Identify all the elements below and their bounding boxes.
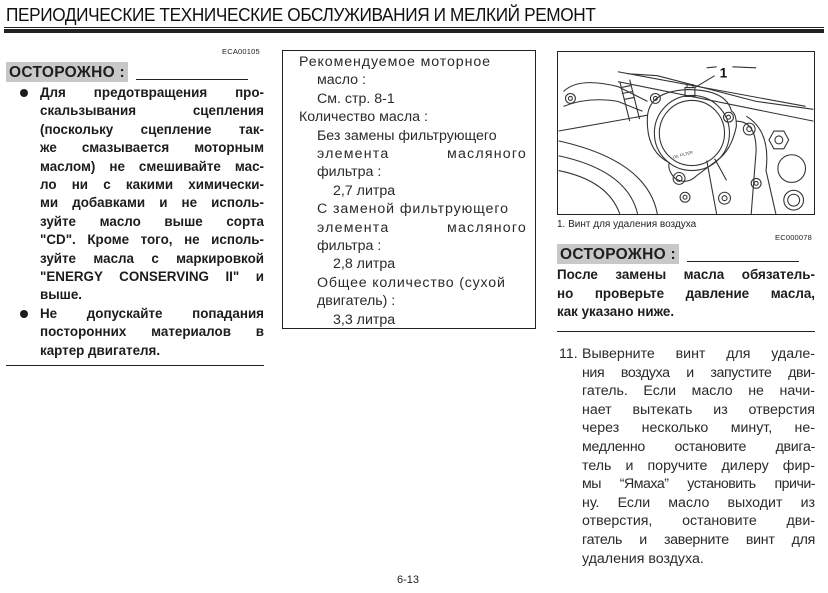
step-line: тель и поручите дилеру фир- [582,457,815,474]
oil-spec-box [282,50,536,329]
header-rule-thin [4,27,824,28]
bullet-line: (поскольку сцепление так- [40,121,264,137]
spec-label: фильтра : [317,238,382,255]
engine-illustration [557,51,815,215]
step-line: отверстия, остановите дви- [582,513,815,530]
caution-header-left [6,62,248,82]
bullet-line: ми добавками и не исполь- [40,195,264,211]
caution-line: как указано ниже. [557,304,675,320]
bullet-line: Для предотвращения про- [40,85,264,100]
figure-caption: 1. Винт для удаления воздуха [557,219,697,230]
step-number: 11. [559,346,578,362]
bullet-item [12,305,264,360]
caution-header-right [557,244,799,264]
bullet-line: Не допускайте попадания [40,305,264,321]
caution-underline [136,79,248,80]
caution-bullet-list [12,84,264,360]
spec-label: Рекомендуемое моторное [299,54,491,70]
spec-label: Общее количество (сухой [317,274,506,291]
step-line: ния воздуха и запустите дви- [582,364,815,381]
caution-badge: ОСТОРОЖНО : [557,244,679,264]
svg-text:OIL FILTER: OIL FILTER [672,149,694,160]
spec-label [299,145,529,163]
step-line: нает вытекать из отверстия [582,401,815,418]
spec-word: масляного [447,219,527,236]
caution-text [557,266,815,322]
step-line: удаления воздуха. [582,550,704,567]
bullet-icon [20,310,28,318]
section-code: EC000078 [775,233,813,242]
step-line: Выверните винт для удале- [582,346,815,362]
caution-end-rule [557,331,815,332]
bullet-item [12,84,264,305]
caution-end-rule [6,365,264,366]
page-title: ПЕРИОДИЧЕСКИЕ ТЕХНИЧЕСКИЕ ОБСЛУЖИВАНИЯ И МЕЛКИЙ РЕМОНТ [6,4,596,25]
spec-label: Количество масла : [299,109,428,126]
caution-line: После замены масла обязатель- [557,267,815,282]
spec-word: элемента [317,146,390,163]
step-line: ну. Если масло выходит из [582,494,815,511]
spec-value: 3,3 литра [333,311,396,328]
spec-value: См. стр. 8-1 [317,90,395,107]
spec-label: двигатель) : [317,293,396,310]
bullet-line: посторонних материалов в [40,324,264,340]
page-number: 6-13 [397,574,420,586]
caution-underline [687,261,799,262]
spec-label [299,219,529,237]
spec-value: 2,8 литра [333,256,396,273]
callout-number: 1 [719,64,728,81]
step-line: медленно остановите двига- [582,438,815,455]
bullet-line: маслом) не смешивайте мас- [40,158,264,174]
bullet-line: "CD". Кроме того, не исполь- [40,232,264,248]
spec-value: 2,7 литра [333,182,396,199]
spec-label: С заменой фильтрующего [317,201,509,218]
bullet-line: зуйте масло выше сорта [40,213,264,229]
step-line: мы “Ямаха” установить причи- [582,476,815,493]
bullet-line: картер двигателя. [40,342,161,358]
bullet-line: выше. [40,287,82,303]
bullet-icon [20,89,28,97]
caution-line: но проверьте давление масла, [557,285,815,301]
spec-label: Без замены фильтрующего [317,127,497,144]
section-code: ECA00105 [222,47,260,56]
step-line: через несколько минут, не- [582,420,815,437]
oil-filter-cover-drawing [558,52,814,214]
spec-label: фильтра : [317,164,382,181]
step-text [557,345,815,568]
spec-label: масло : [317,72,366,89]
bullet-line: зуйте масла с маркировкой [40,250,264,266]
bullet-line: ло ни с какими химически- [40,177,264,193]
bullet-line: же смазывается моторным [40,140,264,156]
step-line: гатель и заверните винт для [582,531,815,548]
header-rule-thick [4,29,824,33]
spec-word: элемента [317,219,390,236]
step-line: гатель. Если масло не начи- [582,383,815,400]
caution-badge: ОСТОРОЖНО : [6,62,128,82]
bullet-line: скальзывания сцепления [40,103,264,119]
spec-word: масляного [447,146,527,163]
procedure-step [557,345,815,568]
bullet-line: "ENERGY CONSERVING II" и [40,269,264,285]
